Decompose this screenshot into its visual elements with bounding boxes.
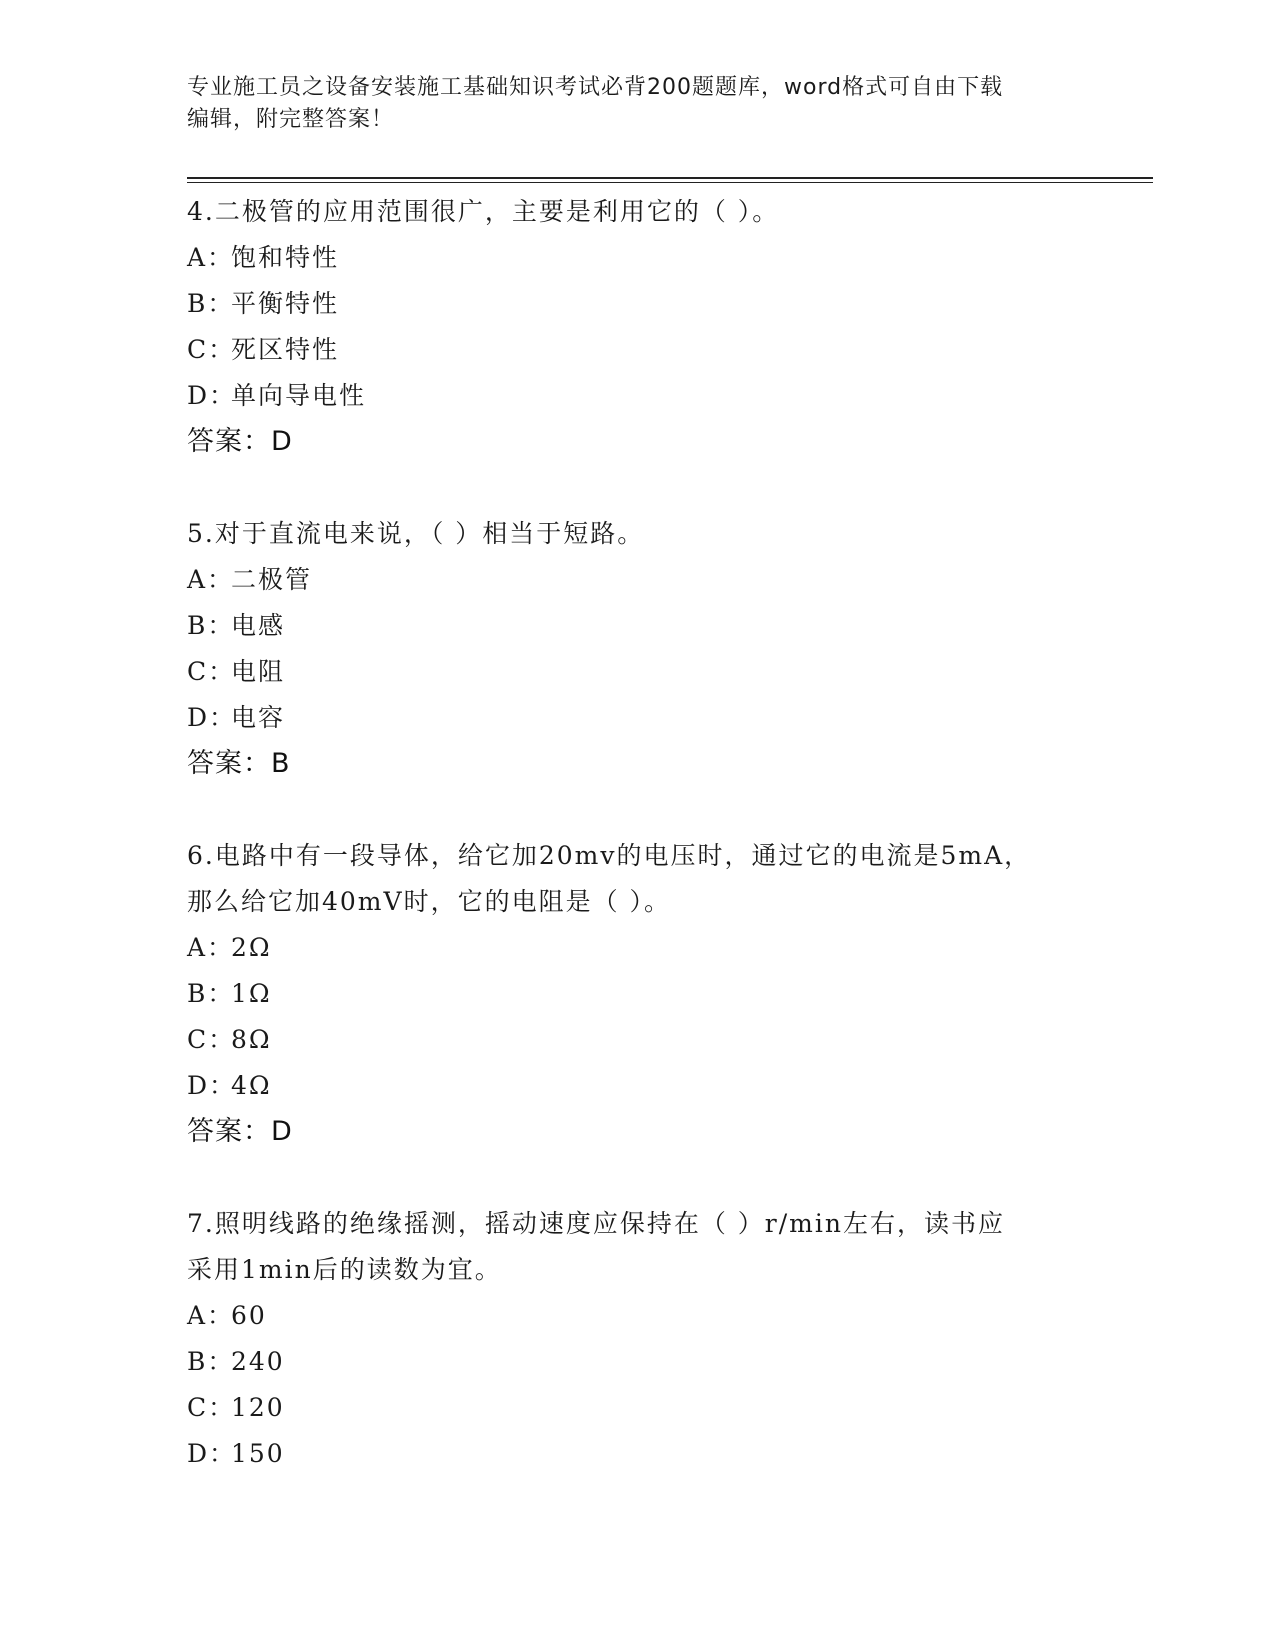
question-stem: 5.对于直流电来说，（ ）相当于短路。	[187, 519, 645, 548]
option-text: 8Ω	[231, 1025, 272, 1054]
option-letter: A：	[187, 565, 235, 594]
option-letter: C：	[187, 335, 236, 364]
header-line-2: 编辑，附完整答案！	[187, 107, 395, 132]
option-text: 60	[231, 1301, 267, 1330]
option-b	[187, 603, 1087, 649]
option-text: 2Ω	[231, 933, 272, 962]
option-text: 4Ω	[231, 1071, 272, 1100]
option-text: 电阻	[231, 657, 286, 686]
header-divider-thick	[187, 177, 1153, 179]
question-item	[187, 511, 1087, 787]
option-letter: D：	[187, 1439, 237, 1468]
option-letter: D：	[187, 703, 237, 732]
option-b	[187, 281, 1087, 327]
option-letter: A：	[187, 243, 235, 272]
option-d	[187, 1431, 1087, 1477]
option-a	[187, 1293, 1087, 1339]
header-line-1: 专业施工员之设备安装施工基础知识考试必背200题题库，word格式可自由下载	[187, 75, 1004, 100]
option-letter: C：	[187, 657, 236, 686]
option-text: 240	[231, 1347, 285, 1376]
option-letter: D：	[187, 1071, 237, 1100]
option-c	[187, 1017, 1087, 1063]
option-text: 电感	[231, 611, 286, 640]
option-letter: D：	[187, 381, 237, 410]
option-c	[187, 327, 1087, 373]
option-letter: B：	[187, 1347, 235, 1376]
option-letter: C：	[187, 1393, 236, 1422]
question-item	[187, 1201, 1087, 1477]
answer-line: 答案：D	[187, 426, 293, 457]
question-list	[187, 189, 1087, 1523]
option-text: 平衡特性	[231, 289, 340, 318]
document-header	[187, 72, 1067, 136]
answer-line: 答案：B	[187, 748, 291, 779]
option-text: 饱和特性	[231, 243, 340, 272]
option-letter: A：	[187, 933, 235, 962]
option-a	[187, 925, 1087, 971]
question-stem: 4.二极管的应用范围很广，主要是利用它的（ ）。	[187, 197, 780, 226]
answer-line: 答案：D	[187, 1116, 293, 1147]
option-text: 死区特性	[231, 335, 340, 364]
question-stem-continued: 那么给它加40mV时，它的电阻是（ ）。	[187, 887, 672, 916]
question-stem: 7.照明线路的绝缘摇测，摇动速度应保持在（ ）r/min左右，读书应	[187, 1209, 1005, 1238]
option-b	[187, 1339, 1087, 1385]
option-text: 单向导电性	[231, 381, 367, 410]
option-a	[187, 557, 1087, 603]
option-d	[187, 373, 1087, 419]
option-text: 150	[231, 1439, 285, 1468]
option-letter: B：	[187, 979, 235, 1008]
option-text: 1Ω	[231, 979, 272, 1008]
option-b	[187, 971, 1087, 1017]
question-item	[187, 189, 1087, 465]
option-d	[187, 695, 1087, 741]
option-text: 120	[231, 1393, 285, 1422]
option-letter: B：	[187, 611, 235, 640]
option-d	[187, 1063, 1087, 1109]
option-text: 电容	[231, 703, 286, 732]
option-letter: B：	[187, 289, 235, 318]
option-text: 二极管	[231, 565, 313, 594]
header-divider-thin	[187, 182, 1153, 183]
option-letter: A：	[187, 1301, 235, 1330]
question-stem: 6.电路中有一段导体，给它加20mv的电压时，通过它的电流是5mA，	[187, 841, 1032, 870]
option-a	[187, 235, 1087, 281]
option-c	[187, 1385, 1087, 1431]
option-c	[187, 649, 1087, 695]
question-stem-continued: 采用1min后的读数为宜。	[187, 1255, 502, 1284]
question-item	[187, 833, 1087, 1155]
option-letter: C：	[187, 1025, 236, 1054]
